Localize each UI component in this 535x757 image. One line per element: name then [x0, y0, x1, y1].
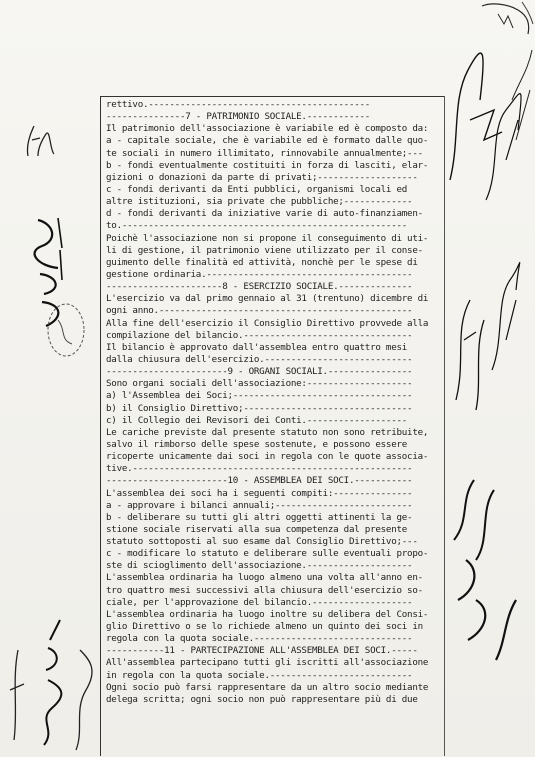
text-line: te sociali in numero illimitato, rinnovabile annualmente;--- — [106, 147, 423, 159]
section-heading: -----------------------9 - ORGANI SOCIALI.---------------- — [106, 366, 413, 378]
text-line: Il patrimonio dell'associazione è variabile ed è composto da: — [106, 123, 429, 135]
text-line: altre istituzioni, sia private che pubbliche;------------- — [106, 196, 413, 208]
text-line: a) l'Assemblea dei Soci;---------------------------------- — [106, 390, 413, 402]
text-line: ogni anno.------------------------------------------------ — [106, 305, 413, 317]
text-line: ste di scioglimento dell'associazione.-------------------- — [106, 560, 413, 572]
text-line: Ogni socio può farsi rappresentare da un altro socio mediante — [106, 681, 429, 693]
text-line: ricoperte unicamente dai soci in regola con le quote associa- — [106, 451, 429, 463]
text-line: gizioni o donazioni da parte di privati;------------------- — [106, 171, 418, 183]
text-line: stione sociale riservati alla sua competenza dal presente — [106, 523, 408, 535]
signature-margin-right — [446, 40, 535, 680]
text-line: tro quattro mesi successivi alla chiusura dell'esercizio so- — [106, 584, 423, 596]
text-line: L'assemblea ordinaria ha luogo inoltre su delibera del Consi- — [106, 608, 429, 620]
text-line: in regola con la quota sociale.--------------------------- — [106, 669, 413, 681]
text-line: All'assemblea partecipano tutti gli iscritti all'associazione — [106, 657, 429, 669]
page-border-right — [444, 96, 445, 756]
text-line: glio Direttivo o se lo richiede almeno un quinto dei soci in — [106, 621, 423, 633]
text-line: Il bilancio è approvato dall'assemblea entro quattro mesi — [106, 341, 408, 353]
text-line: L'assemblea dei soci ha i seguenti compiti:--------------- — [106, 487, 413, 499]
text-line: c - modificare lo statuto e deliberare sulle eventuali propo- — [106, 548, 429, 560]
text-line: delega scritta; ogni socio non può rappresentare più di due — [106, 693, 418, 705]
text-line: d - fondi derivanti da iniziative varie di auto-finanziamen- — [106, 208, 423, 220]
section-heading: -----------------------10 - ASSEMBLEA DEI SOCI.----------- — [106, 475, 413, 487]
text-line: statuto sottoposti al suo esame dal Consiglio Direttivo;--- — [106, 536, 418, 548]
section-heading: ----------------------8 - ESERCIZIO SOCIALE.-------------- — [106, 281, 413, 293]
text-line: regola con la quota sociale.------------------------------ — [106, 633, 413, 645]
text-line: c) il Collegio dei Revisori dei Conti.------------------- — [106, 414, 408, 426]
text-line: ciale, per l'approvazione del bilancio.------------------- — [106, 596, 413, 608]
page-border-left — [100, 96, 101, 756]
text-line: compilazione del bilancio.-------------------------------- — [106, 329, 413, 341]
text-line: rettivo.------------------------------------------ — [106, 99, 371, 110]
text-line: gestione ordinaria.--------------------------------------- — [106, 268, 413, 280]
section-heading: -----------11 - PARTECIPAZIONE ALL'ASSEMBLEA DEI SOCI.----- — [106, 645, 418, 657]
signature-margin-3 — [4, 570, 98, 757]
text-line: a - approvare i bilanci annuali;-------------------------- — [106, 499, 413, 511]
text-line: b - deliberare su tutti gli altri oggetti attinenti la ge- — [106, 511, 413, 523]
text-line: Sono organi sociali dell'associazione:-------------------- — [106, 378, 413, 390]
text-line: dalla chiusura dell'esercizio.---------------------------- — [106, 353, 413, 365]
page-border-top — [100, 96, 445, 97]
stamp-fragment — [478, 0, 535, 45]
text-line: Poichè l'associazione non si propone il conseguimento di uti- — [106, 232, 429, 244]
text-line: salvo il rimborso delle spese sostenute, e possono essere — [106, 438, 408, 450]
text-line: b) il Consiglio Direttivo;-------------------------------- — [106, 402, 413, 414]
text-line: b - fondi eventualmente costituiti in forza di lasciti, elar- — [106, 159, 429, 171]
text-line: a - capitale sociale, che è variabile ed è formato dalle quo- — [106, 135, 429, 147]
text-line: Le cariche previste dal presente statuto non sono retribuite, — [106, 426, 429, 438]
text-line: guimento delle finalità ed attività, nonchè per le spese di — [106, 256, 418, 268]
section-heading: ---------------7 - PATRIMONIO SOCIALE.------------ — [106, 111, 371, 123]
signature-margin-1 — [20, 120, 60, 160]
text-line: li di gestione, il patrimonio viene utilizzato per il conse- — [106, 244, 423, 256]
text-line: c - fondi derivanti da Enti pubblici, organismi locali ed — [106, 183, 408, 195]
text-line: L'esercizio va dal primo gennaio al 31 (trentuno) dicembre di — [106, 293, 429, 305]
text-line: Alla fine dell'esercizio il Consiglio Direttivo provvede alla — [106, 317, 429, 329]
text-line: tive.----------------------------------------------------- — [106, 463, 413, 475]
document-body — [106, 99, 442, 706]
text-line: L'assemblea ordinaria ha luogo almeno una volta all'anno en- — [106, 572, 423, 584]
text-line: to.------------------------------------------------------ — [106, 220, 408, 232]
stamp-circle-left — [44, 300, 88, 360]
